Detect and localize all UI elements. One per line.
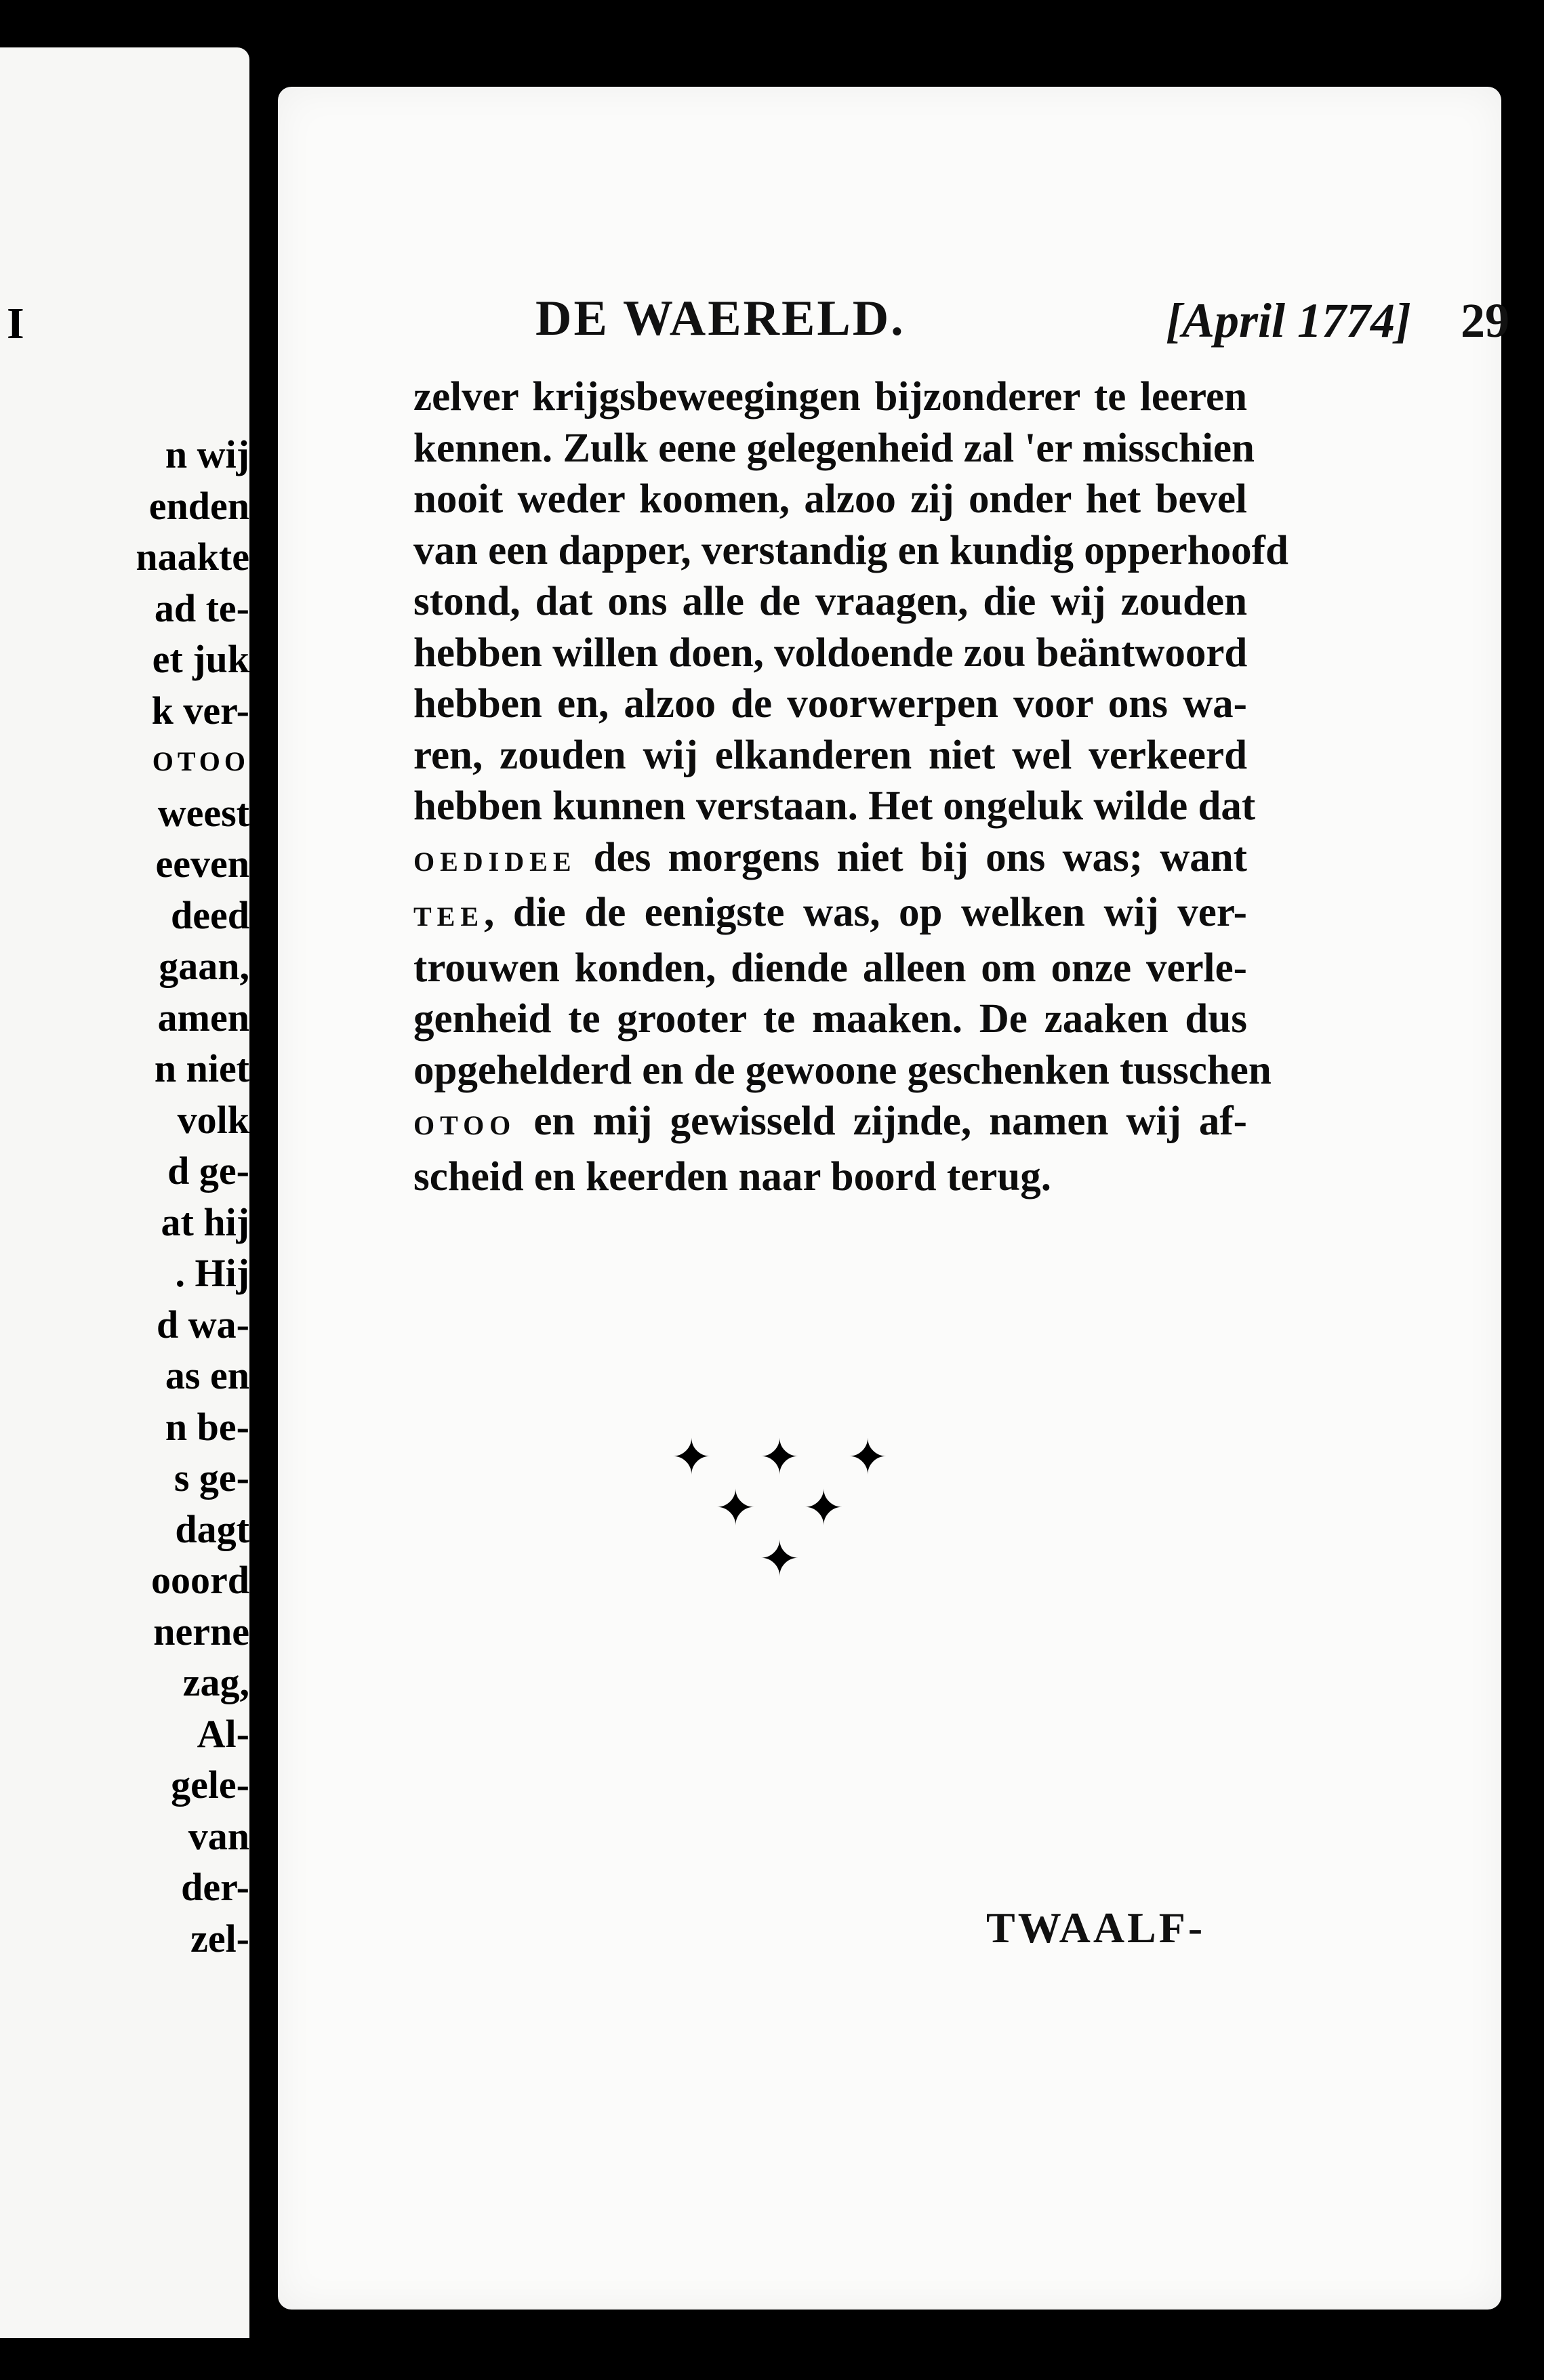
left-page-line: s ge- bbox=[174, 1456, 249, 1500]
fleuron-ornament-group bbox=[671, 1429, 929, 1659]
fleuron-icon: ✦ bbox=[671, 1429, 712, 1485]
fleuron-icon: ✦ bbox=[759, 1530, 800, 1587]
left-page-line: volk bbox=[177, 1097, 249, 1142]
left-page-line: d ge- bbox=[167, 1149, 249, 1193]
fleuron-icon: ✦ bbox=[715, 1479, 756, 1536]
left-page-line: et juk bbox=[152, 637, 249, 681]
left-page-line: amen bbox=[157, 995, 249, 1040]
text-line: nooit weder koomen, alzoo zij onder het bevel bbox=[413, 476, 1247, 522]
left-page-line: weest bbox=[157, 790, 249, 835]
left-page-line: ooord bbox=[151, 1558, 249, 1602]
text-line: zelver krijgsbeweegingen bijzonderer te leeren bbox=[413, 374, 1247, 419]
body-paragraph bbox=[413, 371, 1288, 1202]
text-line: trouwen konden, diende alleen om onze verle- bbox=[413, 945, 1247, 991]
running-head bbox=[535, 290, 1532, 365]
left-page-line: k ver- bbox=[151, 688, 249, 733]
left-page-line: nerne bbox=[153, 1609, 249, 1654]
left-page-corner-mark: I bbox=[7, 299, 24, 348]
text-line bbox=[413, 832, 1247, 888]
book-gutter bbox=[249, 0, 278, 2380]
fleuron-icon: ✦ bbox=[847, 1429, 889, 1485]
left-page-line: zel- bbox=[190, 1916, 249, 1961]
running-head-date: [April 1774] bbox=[1166, 293, 1412, 348]
text-fragment: en mij gewisseld zijnde, namen wij af- bbox=[516, 1099, 1247, 1144]
left-page-line: n wij bbox=[165, 432, 249, 476]
name-oedidee: OEDIDEE bbox=[413, 846, 577, 877]
left-page-line: . Hij bbox=[175, 1251, 249, 1295]
left-page-text-column bbox=[19, 429, 249, 1964]
text-line: hebben kunnen verstaan. Het ongeluk wilde dat bbox=[413, 783, 1256, 829]
text-fragment: , die de eenigste was, op welken wij ver- bbox=[484, 890, 1247, 935]
text-line: genheid te grooter te maaken. De zaaken dus bbox=[413, 996, 1247, 1042]
left-page-line: at hij bbox=[161, 1199, 249, 1244]
text-line: stond, dat ons alle de vraagen, die wij zouden bbox=[413, 579, 1247, 624]
text-line bbox=[413, 887, 1247, 943]
left-page-line: naakte bbox=[136, 535, 249, 579]
text-fragment: des morgens niet bij ons was; want bbox=[576, 834, 1247, 880]
left-page-line: as en bbox=[165, 1353, 249, 1397]
left-page-line: der- bbox=[181, 1865, 249, 1909]
text-line: kennen. Zulk eene gelegenheid zal 'er misschien bbox=[413, 425, 1255, 471]
text-line: hebben en, alzoo de voorwerpen voor ons wa- bbox=[413, 681, 1247, 726]
left-page-line: enden bbox=[148, 483, 249, 528]
text-line: van een dapper, verstandig en kundig opperhoofd bbox=[413, 527, 1288, 573]
text-line: hebben willen doen, voldoende zou beäntwoord bbox=[413, 630, 1248, 676]
left-page-line: d wa- bbox=[157, 1302, 249, 1347]
text-line: opgehelderd en de gewoone geschenken tusschen bbox=[413, 1047, 1272, 1093]
main-page bbox=[278, 87, 1509, 2310]
left-page-line: dagt bbox=[175, 1506, 249, 1551]
left-page-line: zag, bbox=[182, 1660, 249, 1704]
left-page-line: gaan, bbox=[159, 944, 249, 988]
left-page-line: n be- bbox=[165, 1404, 249, 1449]
left-page-line: eeven bbox=[155, 842, 249, 886]
text-line bbox=[413, 1096, 1247, 1151]
left-page-line: Al- bbox=[197, 1711, 249, 1756]
fleuron-icon: ✦ bbox=[759, 1429, 800, 1485]
fleuron-icon: ✦ bbox=[803, 1479, 845, 1536]
text-line: scheid en keerden naar boord terug. bbox=[413, 1153, 1051, 1199]
name-tee: TEE bbox=[413, 901, 485, 932]
left-page-line: ad te- bbox=[154, 586, 249, 630]
text-line: ren, zouden wij elkanderen niet wel verkeerd bbox=[413, 732, 1247, 778]
left-page-line: deed bbox=[171, 893, 249, 937]
left-page-line: gele- bbox=[171, 1763, 249, 1807]
page-number: 29 bbox=[1461, 293, 1509, 348]
name-otoo: OTOO bbox=[413, 1110, 516, 1141]
running-head-title: DE WAERELD. bbox=[535, 291, 906, 346]
left-page-line: van bbox=[188, 1813, 249, 1858]
left-page-line: n niet bbox=[154, 1046, 249, 1090]
left-page-line: OTOO bbox=[152, 746, 249, 777]
left-facing-page bbox=[0, 47, 249, 2338]
catchword: TWAALF- bbox=[986, 1904, 1206, 1952]
